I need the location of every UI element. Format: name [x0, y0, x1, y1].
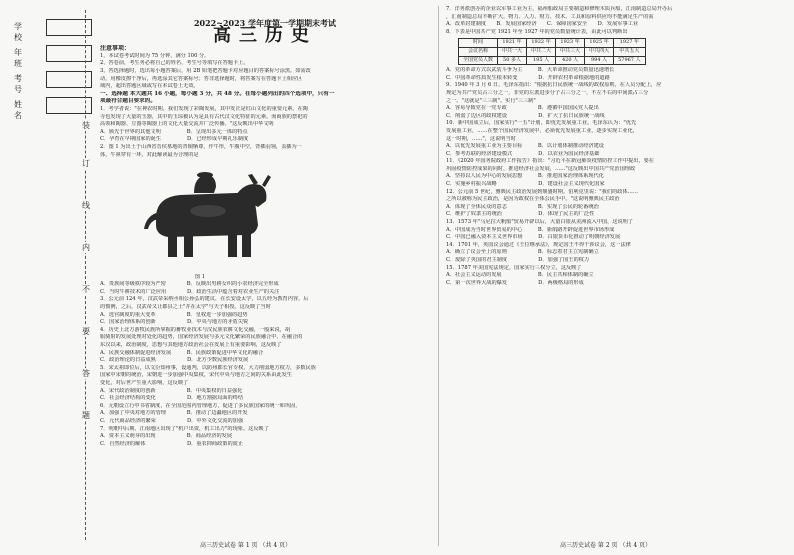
question-line: A．改革封建制度 B．发展国家经济 C．保障国家安全 D．发展军事工业: [446, 21, 639, 28]
question-line: 之所以被称为民主政治，是因为政权在全体公民手中。"这说明雅典民主政治: [446, 196, 620, 203]
table-cell: 中共五大: [614, 47, 646, 56]
table-header-cell: 1923 年: [556, 39, 585, 48]
question-line: 14．1701 年，英国议会通过《王位继承法》，规定国王不得干涉议会，这一法律: [446, 241, 631, 248]
question-line: 11．《2020 年国务院政府工作报告》指出："习近平在新冠肺炎疫情防控工作中提出，要在: [446, 158, 654, 165]
question-line: 变化，对后世产生重大影响，这反映了: [100, 380, 189, 386]
seal-char: 内: [82, 243, 90, 252]
notice-item: 3、答选择题时，选出每小题答案后，用 2B 铅笔把答题卡对应题目的答案标号涂黑。如需改: [100, 67, 311, 74]
section-heading: 一、选择题 本大题共 16 小题，每小题 3 分，共 48 分。在每小题列出的四个选项中，只有一: [100, 90, 335, 97]
exam-title: 2022~2023 学年度第一学期期末考试: [193, 18, 337, 28]
question-line: C．国家治理体系的创新 D．中央与地方的矛盾尖锐: [100, 319, 249, 326]
figure-caption: 图 1: [194, 273, 206, 280]
name-field: [14, 96, 92, 120]
question-line: C．自然经济的解体 D．重农抑商政策的废止: [100, 440, 244, 447]
question-line: 服骑射的发展处理对处化的趋势，国家经济发展与多元文化繁荣的民族融合中，在融合的: [100, 334, 303, 341]
table-header-cell: 1927 年: [614, 39, 646, 48]
notice-item: 2、答卷前，考生务必将自己的姓名、考生号等填写在答题卡上。: [100, 60, 249, 67]
question-line: 5．宋太祖即位后，以文臣知州事，设通判，以防州郡长官专权，大力削弱地方权力，多数民族: [100, 364, 316, 371]
bronze-ox-figure: [128, 163, 278, 268]
table-cell: 会议名称: [459, 47, 498, 56]
question-line: 之一。"这就是"三三制"。实行"三三制": [446, 97, 536, 104]
question-line: C．政治理论的日益成熟 D．北方少数民族经济发展: [100, 357, 249, 364]
question-line: C．元代商品经济的繁荣 D．中外文化交流的加强: [100, 417, 244, 424]
seal-char: 装: [82, 121, 90, 130]
question-line: 6．元朝设立行中书省制度，在全国范围内管理地方，促进了多民族国家的统一和巩固，: [100, 402, 301, 409]
question-line: 国家中宋朝的统治，宋朝进一步加强中央集权，宋代中央与地方之间的关系由此发生: [100, 372, 292, 379]
question-line: A．社会主义运动的发展 B．民主共和体制的确立: [446, 272, 594, 279]
question-line: 8．下表是中国共产党 1921 年至 1927 年的党员数量统计表，由此可以判断出: [446, 28, 628, 35]
question-line: A．颁先于世界的其他文明 B．呈现出多元一体的特点: [100, 128, 248, 135]
table-cell: 全国党员人数: [459, 56, 498, 65]
question-line: C．当时牛耕技术的广泛应用 D．政治生活中蕴含着对农业生产的关注: [100, 288, 280, 295]
question-line: 巩固疫情防控成果的同时，推进经济社会发展，……"这反映出中国共产党治国理政: [446, 165, 636, 172]
question-line: 7．明朝中后期，江南地区出现了"机户出资，机工出力"的现象。这反映了: [100, 425, 269, 432]
question-line: C．废除了英国的君主制度 D．加强了国王的权力: [446, 257, 590, 263]
question-line: 3．公元前 124 年，汉武帝采纳丞相公孙弘的建议，在长安设太学，以五经为教育内容，后: [100, 296, 309, 303]
question-line: 规定为共产党员占三分之一，非党的左派进步分子占三分之一，不左不右的中间派占三分: [446, 89, 649, 96]
table-header-cell: 时间: [459, 39, 498, 48]
question-line: A．坚持以人民为中心的发展思想 B．推进国家治理体系现代化: [446, 173, 604, 180]
binding-margin: [0, 0, 96, 555]
class-label: 年 班: [14, 48, 26, 68]
left-column: [100, 6, 430, 531]
question-line: 1．考学者说："在神农时期，我们发现了彩陶发展，其中发正是红山文化的重要元素。在陶: [100, 105, 308, 112]
question-line: 12．公元前 5 世纪，雅典民主政治发展到鼎盛时期。伯利克里说："我们的政体……: [446, 188, 638, 195]
question-line: 体，牛鼻穿有一环，对此解读最为合理的是: [100, 151, 199, 158]
question-line: 这一时期，……"，这说明当时: [446, 135, 516, 142]
exam-number-field: [14, 70, 92, 94]
question-line: 2．图 1 为出土于山西省晋侯墓地的青铜牺尊，作牛形，牛腹中空，背插羽翎，盖插为一: [100, 143, 302, 150]
question-line: 10．新中国成立后，国家实行"一五"计划，即优先发展重工业。毛泽东认为："优先: [446, 120, 637, 127]
table-row: [459, 47, 646, 56]
question-line: 9．1940 年 3 月 6 日，毛泽东指出："根据抗日民族统一战线的政权原则，在人员分配上，应: [446, 82, 662, 89]
question-line: C．第一次世界大战的爆发 D．两极格局的形成: [446, 279, 584, 286]
name-label: 姓 名: [14, 100, 26, 120]
question-line: A．选官制度的重大变革 B．皇权进一步加强的趋势: [100, 311, 248, 318]
question-line: C．实施乡村振兴战略 D．建设社会主义现代化国家: [446, 181, 605, 188]
question-line: 7．洋务派创办的企业以军事工业为主，福州船政局主要制造和修理木质兵船，江南制造总局开办后: [446, 6, 673, 12]
seal-line: [85, 10, 86, 540]
question-line: 4．历史上北方游牧民族所掌握的畜牧业技术与汉民族农耕文化交融，一般来说，胡: [100, 326, 291, 333]
class-field: [14, 44, 92, 68]
question-line: 15．1787 年美国宪法规定，国家实行三权分立，这反映了: [446, 264, 582, 271]
question-line: 13．1573 年"马尼拉大帆船"贸易开辟以后，大量白银从美洲流入中国，这说明了: [446, 219, 634, 226]
subject-title: 高三历史: [213, 24, 317, 46]
footer-left: 高三历史试卷 第 1 页 （共 4 页）: [200, 542, 292, 549]
question-line: 寺也发现了大量的玉器，其中的玉琮被认为是具有古代汉文化特征的元素。而商族的祭祀的: [100, 113, 308, 120]
table-cell: 中共二大: [527, 47, 556, 56]
seal-char: 线: [82, 201, 90, 210]
question-line: A．民族交融体制促进经济发展 B．民族政策促进中华文化的融合: [100, 349, 264, 356]
footer-right: 高三历史试卷 第 2 页 （共 4 页）: [560, 542, 652, 549]
question-line: 的惯例，之后，汉武帝又让郡县之士"并在太学"与天子相授。这反映了当时: [100, 304, 271, 311]
seal-char: 题: [82, 411, 90, 420]
question-line: C．参考苏联的经济建设模式 D．以农业为国民经济基础: [446, 150, 600, 157]
seal-char: 答: [82, 369, 90, 378]
question-line: A．容易导致党在一党专政 B．遵循中国国民党人提出: [446, 105, 599, 112]
question-line: C．社会经济结构的变化 D．地方割据局面的终结: [100, 395, 244, 402]
question-line: C．削弱了边区的政权建设 D．扩大了抗日民族统一战线: [446, 112, 605, 119]
table-row: [459, 56, 646, 65]
question-block: [446, 67, 788, 287]
question-line: C．维护了奴隶主的统治 D．体现了民主的广泛性: [446, 211, 595, 218]
question-line: A．体现了全体民众的意志 B．实现了公民的轮番统治: [446, 203, 599, 210]
section-heading-cont: 项最符合题目要求的。: [100, 98, 156, 105]
table-header-cell: 1925 年: [585, 39, 614, 48]
table-cell: 中共三大: [556, 47, 585, 56]
question-line: A．以优先发展重工业为主要目标 B．以计划体制推动经济建设: [446, 143, 604, 150]
table-cell: 57967 人: [614, 56, 646, 65]
question-line: A．党的革命方式以武装斗争为主 B．大革命推动党员数量迅速增长: [446, 67, 615, 74]
school-field: [14, 18, 92, 42]
question-line: C．中国已融入资本主义世界市场 D．白银货币化推动了明朝经济发展: [446, 234, 621, 241]
table-header-cell: 1922 年: [527, 39, 556, 48]
question-line: A．确立了议会至上的原则 B．标志着君主立宪制确立: [446, 249, 599, 256]
table-cell: 中共一大: [498, 47, 527, 56]
table-header-cell: 1921 年: [498, 39, 527, 48]
question-line: C．孕育在早期国家的诞生 D．已经形成早期礼乐制度: [100, 136, 249, 143]
question-line: C．中国革命性质发生根本转变 D．开辟农村革命根据地的道路: [446, 74, 610, 81]
table-cell: 195 人: [527, 56, 556, 65]
question-line: A．贵族间等级秩序较为严密 B．反映出男耕女织的小农经济完全形成: [100, 281, 279, 288]
seal-char: 订: [82, 159, 90, 168]
question-block: [100, 106, 430, 159]
table-header-row: [459, 39, 646, 48]
notice-item: 1、本试卷考试时间为 75 分钟，满分 100 分。: [100, 52, 210, 59]
question-line: A．宋代政治制度的创新 B．中央集权的日益强化: [100, 387, 243, 394]
page-divider: [438, 6, 439, 546]
school-label: 学 校: [14, 22, 26, 42]
table-cell: 中共四大: [585, 47, 614, 56]
table-cell: 994 人: [585, 56, 614, 65]
table-cell: 420 人: [556, 56, 585, 65]
question-line: A．中国成为当时世界贸易的中心 B．新航路开辟促进世界市场形成: [446, 226, 615, 233]
table-cell: 50 多人: [498, 56, 527, 65]
notice-item: 动，用橡皮擦干净后，再选涂其它答案标号；答非选择题时，将答案写在答题卡上相应区: [100, 75, 303, 82]
question-line: 高领和陶器、豆器等陶器上的文化大量交流并广泛传播。"这反映出中华文明: [100, 121, 274, 128]
question-line: A．资本主义萌芽的出现 B．商品经济的发展: [100, 433, 233, 440]
notice-item: 域内，超出答题区域或写在本试卷上无效。: [100, 83, 199, 90]
question-line: A．加强了中央对地方的管理 B．推动了边疆地区的开发: [100, 410, 248, 417]
right-column: [446, 6, 788, 531]
notice-heading: 注意事项：: [100, 45, 131, 53]
question-line: 东汉以来，政治制度，思想与其他地方政治社会在发展上有重要影响，这反映了: [100, 342, 282, 349]
question-block: [100, 281, 430, 448]
exam-number-label: 考 号: [14, 74, 26, 94]
question-line: ，汇南制造总局不断扩大，物力、人力、财力、技术、工具和原料供应均不能满足生产的需: [446, 13, 654, 20]
seal-char: 不: [82, 285, 90, 294]
party-member-table: [458, 38, 646, 65]
question-block: [446, 6, 788, 36]
seal-char: 要: [82, 327, 90, 336]
question-line: 发展重工业，……在整个国民经济发展中，必须优先发展重工业，逐步实现工业化，: [446, 127, 638, 134]
